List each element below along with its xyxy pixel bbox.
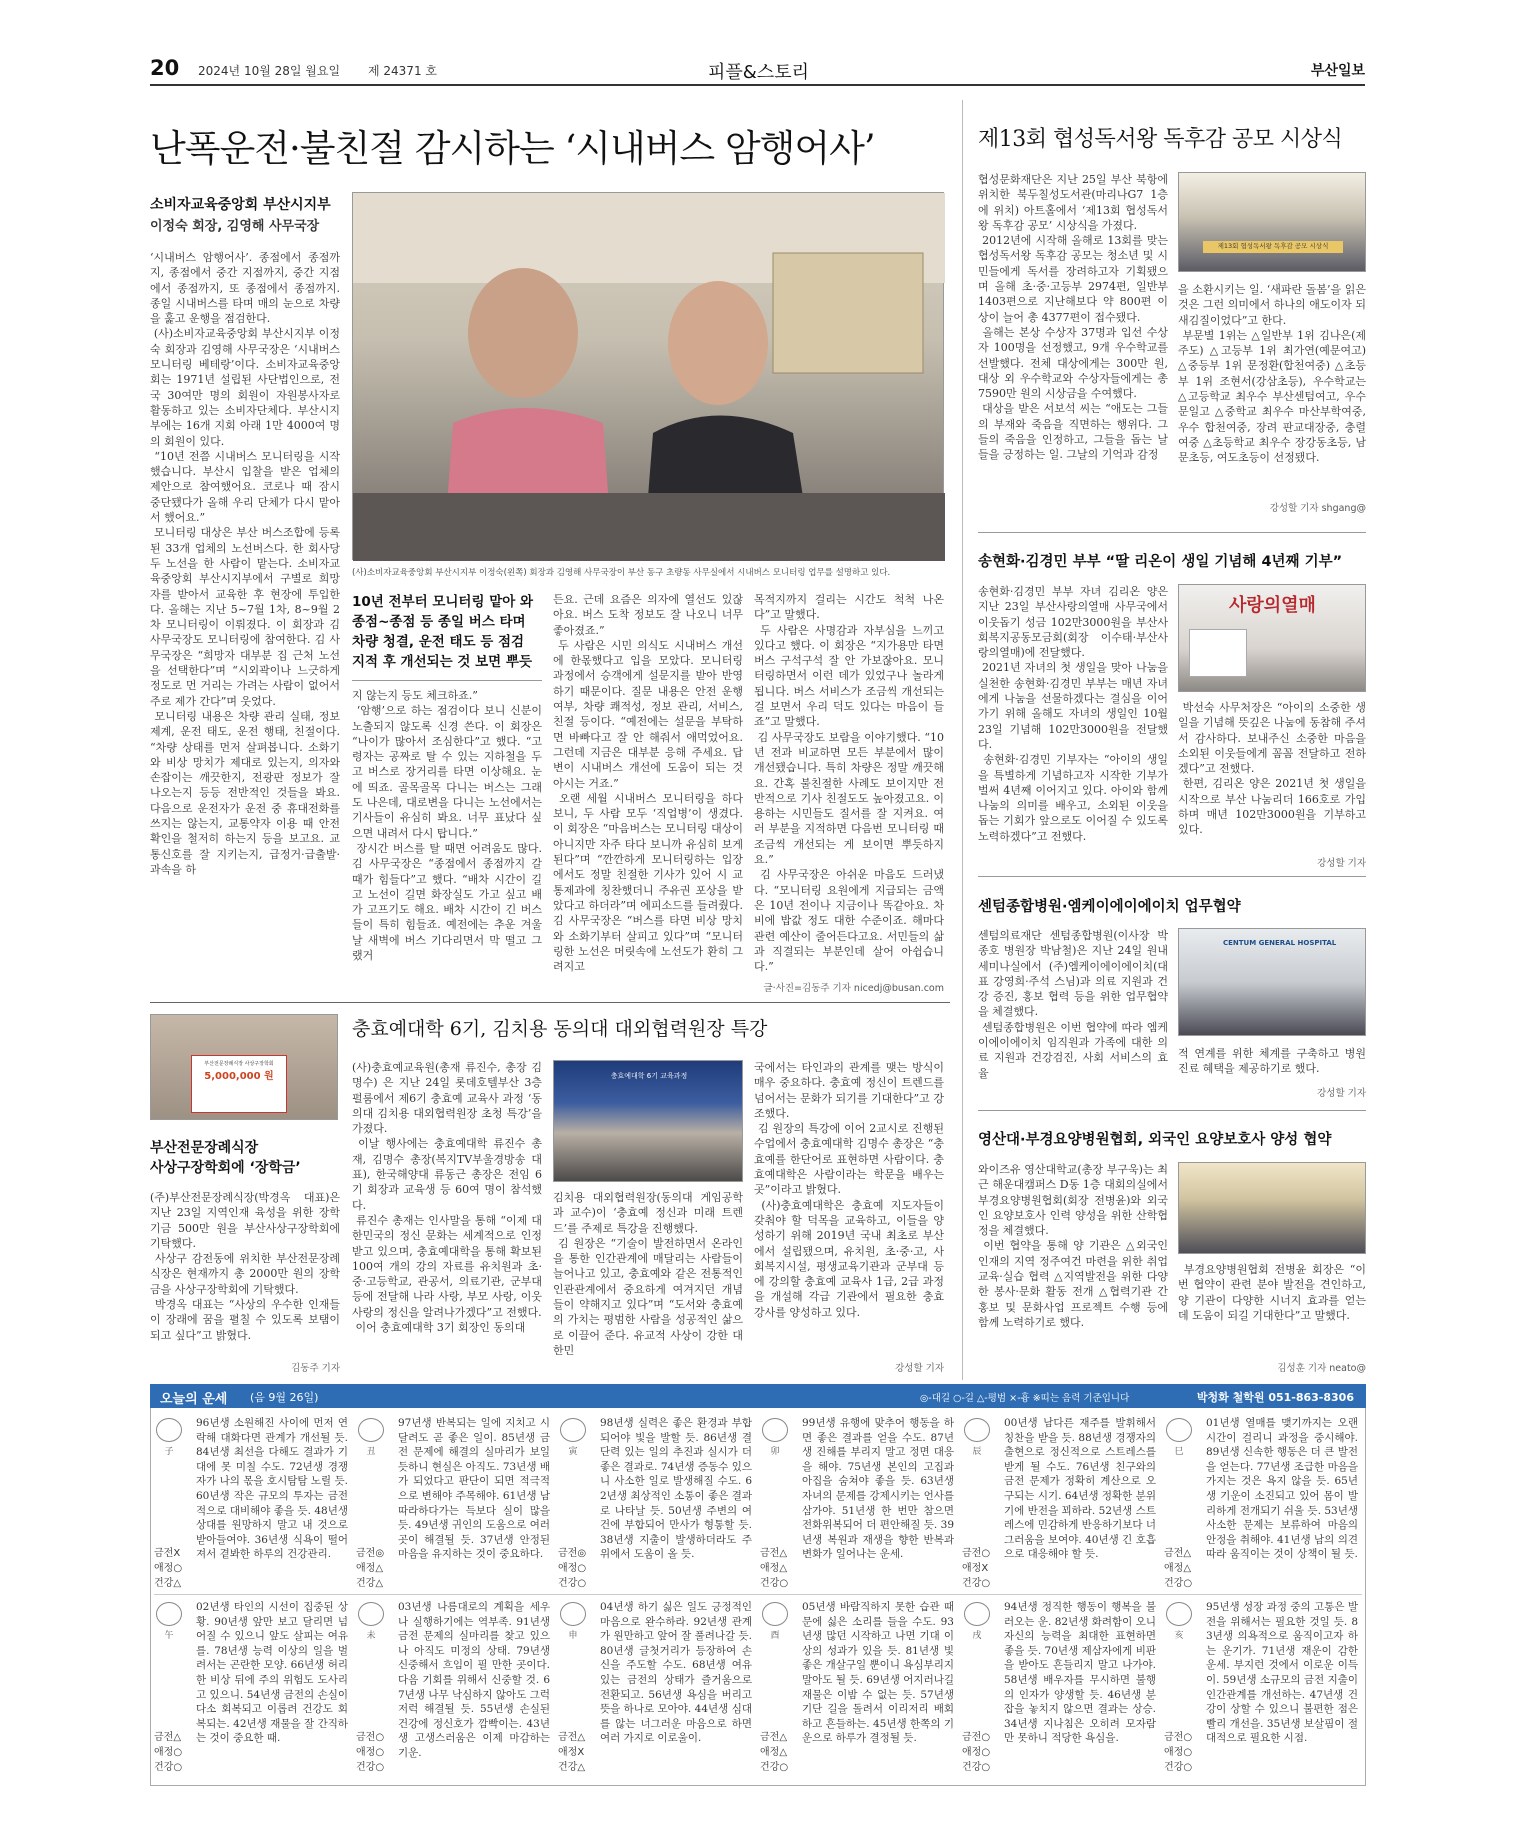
fortune-cell [356,1598,552,1778]
fortune-ratings [1164,1546,1204,1591]
fortune-rating-health: 건강○ [962,1578,991,1589]
fortune-rating-health: 건강△ [154,1578,182,1589]
fortune-rating-love: 애정○ [154,1563,183,1574]
side1-photo-banner: 제13회 협성독서왕 독후감 공모 시상식 [1203,241,1343,253]
main-caption: (사)소비자교육중앙회 부산시지부 이정숙(왼쪽) 회장과 김영해 사무국장이 부산 동구 초량동 사무실에서 시내버스 모니터링 업무를 설명하고 있다. [352,568,891,578]
fortune-rating-love: 애정○ [1164,1747,1193,1758]
side3-headline: 센텀종합병원·엠케이에이에이치 업무협약 [978,899,1241,915]
fortune-cell [1164,1598,1360,1778]
fortune-rating-money: 금전○ [356,1732,385,1743]
fortune-text: 95년생 성장 과정 중의 고통은 발전을 위해서는 필요한 것일 듯. 83년생 의욕적으로 움직이고자 하는 운기가. 71년생 재운이 감한 운세. 부지런 것에서 이로운 이득이. 59년생 소규모의 금전 지출이 인간관계를 개선하는. 47년생 건강이 상할 수 있으니 불편한 점은 빨리 개선을. 35년생 보살핌이 절대적으로 필요한 시점. [1206,1601,1362,1745]
issue-date: 2024년 10월 28일 월요일 [198,64,341,78]
fortune-rating-money: 금전△ [760,1548,788,1559]
zodiac-sign-name: 寅 [568,1447,578,1457]
zodiac-animal-icon [560,1418,586,1442]
fortune-rating-money: 금전△ [760,1732,788,1743]
fortune-text: 98년생 실력은 좋은 환경과 부합되어야 빛을 발할 듯. 86년생 결단력 있는 일의 추진과 실시가 더 좋은 결과로. 74년생 증동수 있으니 사소한 일로 발생해질 수도. 62년생 최상적인 소통이 좋은 결과로 나타날 듯. 50년생 주변의 여건에 부합되어 만사가 형통할 듯. 38년생 지출이 발생하더라도 주위에서 도움이 올 듯. [600,1417,756,1561]
side2-photo-board [1189,629,1247,677]
fortune-cell [558,1598,754,1778]
fortune-ratings [154,1546,194,1591]
fortune-title: 오늘의 운세 [160,1392,228,1407]
fortune-text: 05년생 바람직하지 못한 습관 때문에 싫은 소리를 들을 수도. 93년생 많던 시작하고 나면 기대 이상의 성과가 있을 듯. 81년생 빛 좋은 개살구일 뿐이니 욕심부리지 말아도 될 듯. 69년생 어지러나길 재물은 이밤 수 없는 듯. 57년생 기단 길을 돌려서 이리저리 배회하고 흔들하는. 45년생 한쪽의 기운으로 하루가 결정될 듯. [802,1601,958,1745]
zodiac-sign-name: 未 [366,1631,376,1641]
fortune-rating-love: 애정X [962,1563,989,1574]
zodiac-sign-name: 卯 [770,1447,780,1457]
fortune-rating-health: 건강○ [558,1578,587,1589]
zodiac-animal-icon [964,1418,990,1442]
fortune-rating-love: 애정X [558,1747,585,1758]
fortune-cell [558,1414,754,1594]
fortune-rating-love: 애정△ [356,1563,384,1574]
fortune-cell [356,1414,552,1594]
side3-photo-sign: CENTUM GENERAL HOSPITAL [1223,939,1337,947]
fortune-text: 01년생 열매를 맺기까지는 오랜 시간이 걸리니 과정을 중시해야. 89년생 신속한 행동은 더 큰 발전을 얻는다. 77년생 조급한 마음을 가지는 것은 욕지 않을 듯. 65년생 기운이 소진되고 있어 몸이 발리하게 전개되기 쉬울 듯. 53년생 사소한 문제는 보류하여 마음의 안정을 취해야. 41년생 남의 의견 따라 움직이는 것이 상책이 될 듯. [1206,1417,1362,1561]
paper-name: 부산일보 [1310,63,1365,79]
fortune-ratings [558,1730,598,1775]
fortune-rating-health: 건강○ [1164,1578,1193,1589]
fortune-date: (음 9월 26일) [250,1391,319,1404]
scholarship-photo [150,1014,338,1120]
fortune-rating-love: 애정○ [558,1563,587,1574]
side1-photo [1178,172,1366,272]
main-headline: 난폭운전·불친절 감시하는 ‘시내버스 암행어사’ [150,127,875,170]
fortune-bar [150,1384,1366,1408]
side4-byline: 김성훈 기자 neato@ [1277,1363,1366,1374]
fortune-text: 97년생 반복되는 일에 지치고 시달려도 곧 좋은 일이. 85년생 금전 문제에 해결의 실마리가 보일 듯하니 현실은 아직도. 73년생 배가 되었다고 판단이 되면 적극적으로 변해야 주목해야. 61년생 남 따라하다가는 득보다 실이 많을 듯. 49년생 귀인의 도움으로 여러 곳이 해결될 듯. 37년생 안정된 마음을 유지하는 것이 중요하다. [398,1417,554,1561]
zodiac-animal-icon [358,1602,384,1626]
side2-rule [978,876,1366,877]
fortune-ratings [558,1546,598,1591]
side3-photo [1178,928,1366,1036]
fortune-rating-health: 건강○ [760,1762,789,1773]
lecture-col-2: 김치용 대외협력원장(동의대 게임공학과 교수)이 ‘충효예 정신과 미래 트렌드’를 주제로 특강을 진행했다. 김 원장은 “기술이 발전하면서 온라인을 통한 인간관계에 매달리는 사람들이 늘어나고 있고, 충효예와 같은 전통적인 인관관계에서 중요하게 여겨지던 개념들이 약해지고 있다”며 “도서와 충효예의 가치는 평범한 사람을 성공적인 삶으로 이끌어 준다. 유교적 사상이 강한 대한민 [553,1191,743,1357]
zodiac-sign-name: 午 [164,1631,174,1641]
side1-text-1: 협성문화재단은 지난 25일 부산 북항에 위치한 북두칠성도서관(마리나G7 1층에 위치) 아트홀에서 ‘제13회 협성독서왕 독후감 공모’ 시상식을 가졌다. 2012년에 시작해 올해로 13회를 맞는 협성독서왕 독후감 공모는 청소년 및 시민들에게 독서를 장려하고자 기획됐으며 올해 초·중·고등부 2974편, 일반부 1403편으로 지난해보다 약 800편 이상이 늘어 총 4377편이 접수됐다. 올해는 본상 수상자 37명과 입선 수상자 100명을 선정했고, 9개 우수학교를 선발했다. 전체 대상에게는 300만 원, 대상 외 우수학교와 수상자들에게는 총 7590만 원의 시상금을 수여했다. 대상을 받은 서보석 씨는 “애도는 그들의 부재와 죽음을 직면하는 행위다. 그들의 죽음을 인정하고, 그들을 돕는 날들을 긍정하는 일. 그날의 기억과 감정 [978,173,1169,462]
fortune-rating-money: 금전X [154,1548,181,1559]
zodiac-animal-icon [1166,1418,1192,1442]
fortune-text: 03년생 나름대로의 계획을 세우나 실행하기에는 역부족. 91년생 금전 문제의 실마리를 찾고 있으나 아직도 미정의 상태. 79년생 신중해서 흐임이 필 만한 곳이다. 다음 기회를 위해서 신중할 것. 67년생 나무 낙심하지 않아도 그럭저럭 해결될 듯. 55년생 손실된 건강에 정신호가 깜빡이는. 43년생 고생스러움은 이제 마감하는 기운. [398,1601,554,1759]
header-rule [150,84,1365,86]
zodiac-animal-icon [964,1602,990,1626]
lecture-headline: 충효예대학 6기, 김치용 동의대 대외협력원장 특강 [352,1018,768,1040]
main-pullquote: 10년 전부터 모니터링 맡아 와 종점~종점 등 종일 버스 타며 차량 청결, 운전 태도 등 점검 지적 후 개선되는 것 보면 뿌듯 [352,594,534,670]
side2-byline: 강성할 기자 [1317,858,1366,869]
side3-byline: 강성할 기자 [1317,1088,1366,1099]
zodiac-sign-name: 申 [568,1631,578,1641]
zodiac-animal-icon [1166,1602,1192,1626]
main-col-1: ‘시내버스 암행어사’. 종점에서 종점까지, 종점에서 중간 지점까지, 중간 지점에서 종점까지, 또 종점에서 종점까지. 종일 시내버스를 타며 매의 눈으로 차량을 훑고 운행을 점검한다. (사)소비자교육중앙회 부산시지부 이정숙 회장과 김영해 사무국장은 ‘시내버스 모니터링 베테랑’이다. 소비자교육중앙회는 1971년 설립된 사단법인으로, 전국 30여만 명의 회원이 자원봉사자로 활동하고 있는 소비자단체다. 부산시지부에는 16개 지회 아래 1만 4000여 명의 회원이 있다. “10년 전쯤 시내버스 모니터링을 시작했습니다. 부산시 입찰을 받은 업체의 제안으로 참여했어요. 코로나 때 잠시 중단됐다가 올해 우리 단체가 다시 맡아서 했어요.” 모니터링 대상은 부산 버스조합에 등록된 33개 업체의 노선버스다. 한 회사당 두 노선을 한 사람이 맡는다. 소비자교육중앙회 부산시지부에서 구별로 희망자를 받아서 교육한 후 현장에 투입한다. 올해는 지난 5~7월 1차, 8~9월 2차 모니터링이 이뤄졌다. 이 회장과 김 사무국장도 모니터링에 참여한다. 김 사무국장은 “희망자 대부분 집 근처 노선을 선택한다”며 “시외곽이나 느긋하게 정도로 먼 거리는 가려는 사람이 없어서 주로 제가 간다”며 웃었다. 모니터링 내용은 차량 관리 실태, 정보 제계, 운전 태도, 운전 행태, 친절이다. “차량 상태를 먼저 살펴봅니다. 소화기와 비상 망치가 제대로 있는지, 의자와 손잡이는 깨끗한지, 전광판 정보가 잘 나오는지 등등 전반적인 것들을 봐요. 다음으로 운전자가 운전 중 휴대전화를 쓰지는 않는지, 교통약자 이용 때 안전 확인을 철저히 하는지 등을 보고요. 교통신호를 잘 지키는지, 급정거·급출발·과속을 하 [150,251,341,876]
side4-photo [1178,1162,1366,1254]
fortune-rating-money: 금전△ [1164,1548,1192,1559]
side1-rule [978,532,1366,533]
fortune-contact: 박청화 철학원 051-863-8306 [1196,1391,1354,1404]
main-col-4: 목적지까지 걸리는 시간도 척척 나온다”고 말했다. 두 사람은 사명감과 자부심을 느끼고 있다고 했다. 이 회장은 “지가용만 타면 버스 구석구석 잘 안 가보잖아요. 모니터링하면서 이런 데가 있었구나 놀라게 됩니다. 버스 서비스가 조금씩 개선되는 걸 보면서 우리 덕도 있다는 마음이 들죠”고 말했다. 김 사무국장도 보람을 이야기했다. “10년 전과 비교하면 모든 부분에서 많이 개선됐습니다. 특히 차량은 정말 깨끗해요. 간혹 불친절한 사례도 보이지만 전반적으로 기사 친절도도 높아졌고요. 이용하는 시민들도 질서를 잘 지켜요. 여러 부분을 지적하면 다음번 모니터링 때 조금씩 개선되는 게 보이면 뿌듯하지요.” 김 사무국장은 아쉬운 마음도 드러냈다. “모니터링 요원에게 지급되는 금액은 10년 전이나 지금이나 똑같아요. 차비에 밥값 정도 대한 수준이죠. 해마다 관련 예산이 줄어든다고요. 서민들의 삶과 직결되는 부분인데 살어 아쉽습니다.” [754,593,944,974]
fortune-rating-love: 애정○ [962,1747,991,1758]
fortune-rating-health: 건강○ [962,1762,991,1773]
fortune-legend: ◎-대길 ○-길 △-평범 ×-흉 ※띠는 음력 기준입니다 [920,1393,1130,1404]
side3-rule [978,1110,1366,1111]
lecture-col-1: (사)충효예교육원(총재 류진수, 총장 김명수) 은 지난 24일 롯데호텔부산 3층 펄룸에서 제6기 충효예 교육사 과정 ‘동의대 김치용 대외협력원장 초청 특강’을 가졌다. 이날 행사에는 충효예대학 류진수 총재, 김명수 총장(복지TV부울경방송 대표), 한국해양대 류동근 총장은 전임 6기 회장과 교육생 등 60여 명이 참석했다. 류진수 총재는 인사말을 통해 “이제 대한민국의 정신 문화는 세계적으로 인정받고 있으며, 충효예대학을 통해 확보된 100여 개의 강의 자료를 유치원과 초·중·고등학교, 관공서, 의료기관, 군부대 등에 전달해 나라 사랑, 부모 사랑, 이웃 사랑의 정신을 알려나가겠다”고 전했다. 이어 충효예대학 3기 회장인 동의대 [352,1061,543,1335]
side3-text-1: 센텀의료재단 센텀종합병원(이사장 박종호 병원장 박남철)은 지난 24일 원내 세미나실에서 (주)엠케이에이에이치(대표 강영희·주석 스님)과 의료 지원과 건강 증진, 홍보 협력 등을 위한 업무협약을 체결했다. 센텀종합병원은 이번 협약에 따라 엠케이에이에이치 임직원과 가족에 대한 의료 지원과 건강검진, 사회 서비스의 효율 [978,929,1168,1080]
fortune-ratings [1164,1730,1204,1775]
column-divider [962,100,963,1380]
page-number: 20 [150,56,180,80]
lecture-col-3: 국에서는 타인과의 관계를 맺는 방식이 매우 중요하다. 충효예 정신이 트렌드를 넘어서는 문화가 되기를 기대한다”고 강조했다. 김 원장의 특강에 이어 2교시로 진행된 수업에서 충효예대학 김명수 총장은 “충효예를 한단어로 표현하면 사람이다. 충효예대학은 사람이라는 학문을 배우는 곳”이라고 밝혔다. (사)충효예대학은 충효예 지도자들이 갖춰야 할 덕목을 교육하고, 이들을 양성하기 위해 2019년 국내 최초로 부산에서 설립됐으며, 유치원, 초·중·고, 사회복지시설, 평생교육기관과 군부대 등에 강의할 충효예 교육사 1급, 2급 과정을 개설해 각급 기관에서 필요한 충효 강사를 양성하고 있다. [754,1061,944,1319]
side2-text-2: 박선숙 사무처장은 “아이의 소중한 생일을 기념해 뜻깊은 나눔에 동참해 주셔서 감사하다. 보내주신 소중한 마음을 소외된 이웃들에게 꼼꼼 전달하고 전하겠다”고 전했다. 한편, 김리온 양은 2021년 첫 생일을 시작으로 부산 나눔리더 166호로 가입하며 매년 102만3000원을 기부하고 있다. [1178,701,1367,837]
side1-headline: 제13회 협성독서왕 독후감 공모 시상식 [978,127,1343,152]
fortune-row-divider [154,1594,1362,1595]
fortune-rating-love: 애정○ [154,1747,183,1758]
fortune-rating-money: 금전○ [962,1732,991,1743]
fortune-rating-love: 애정△ [760,1563,788,1574]
fortune-rating-love: 애정△ [760,1747,788,1758]
fortune-cell [760,1414,956,1594]
pullquote-rule [352,680,542,681]
fortune-cell [962,1598,1158,1778]
fortune-rating-health: 건강△ [558,1762,586,1773]
main-org: 소비자교육중앙회 부산시지부 [150,197,331,213]
fortune-rating-health: 건강△ [356,1578,384,1589]
fortune-rating-love: 애정△ [1164,1563,1192,1574]
fortune-ratings [356,1730,396,1775]
fortune-rating-health: 건강○ [760,1578,789,1589]
fortune-rating-money: 금전△ [558,1732,586,1743]
side4-text-1: 와이즈유 영산대학교(총장 부구욱)는 최근 해운대캠퍼스 D동 1층 대회의실에서 부경요양병원협회(회장 전병윤)와 외국인 요양보호사 인력 양성을 위한 산학협정을 체결했다. 이번 협약을 통해 양 기관은 △외국인 인재의 지역 정주여건 마련을 위한 취업 교육·실습 협력 △지역발전을 위한 다양한 봉사·문화 활동 전개 △협력기관 간 홍보 및 문화사업 프로젝트 수행 등에 함께 노력하기로 했다. [978,1163,1168,1329]
lecture-byline: 강성할 기자 [895,1363,944,1374]
fortune-cell [760,1598,956,1778]
fortune-cell [962,1414,1158,1594]
scholarship-text: (주)부산전문장례식장(박경옥 대표)은 지난 23일 지역인재 육성을 위한 장학기금 500만 원을 부산사상구장학회에 기탁했다. 사상구 감전동에 위치한 부산전문장례식장은 현재까지 총 2000만 원의 장학금을 사상구장학회에 기탁했다. 박경옥 대표는 “사상의 우수한 인재들이 장래에 꿈을 펼칠 수 있도록 보탬이 되고 싶다”고 밝혔다. [150,1191,340,1342]
main-persons: 이정숙 회장, 김영해 사무국장 [150,219,320,234]
side4-headline: 영산대·부경요양병원협회, 외국인 요양보호사 양성 협약 [978,1132,1332,1148]
zodiac-sign-name: 巳 [1174,1447,1184,1457]
zodiac-sign-name: 子 [164,1447,174,1457]
page-header [150,56,1365,82]
side2-headline: 송현화·김경민 부부 “딸 리온이 생일 기념해 4년째 기부” [978,554,1343,570]
fortune-rating-health: 건강○ [356,1762,385,1773]
scholarship-board-text: 부산전문장례식장 사상구장학회 [204,1061,274,1067]
fortune-ratings [760,1730,800,1775]
zodiac-sign-name: 亥 [1174,1631,1184,1641]
fortune-ratings [962,1546,1002,1591]
scholarship-headline: 부산전문장례식장 사상구장학회에 ‘장학금’ [150,1140,301,1176]
fortune-ratings [356,1546,396,1591]
fortune-text: 96년생 소원해진 사이에 먼저 연락해 대화다면 관계가 개선될 듯. 84년생 최선을 다해도 결과가 기대에 못 미칠 수도. 72년생 경쟁자가 나의 몫을 호시탐탐 노릴 듯. 60년생 작은 규모의 투자는 금전적으로 대비해야 좋을 듯. 48년생 상대를 원망하지 말고 내 것으로 받아들여야. 36년생 식욕이 떨어져서 곁봐한 하루의 건강관리. [196,1417,352,1561]
fortune-text: 02년생 타인의 시선이 집중된 상황. 90년생 앞만 보고 달리면 넘어질 수 있으니 앞도 살피는 여유를. 78년생 능력 이상의 일을 벌려서는 곤란한 모양. 66년생 허리한 비상 뒤에 주의 위험도 도사리고 있으니. 54년생 금전의 손실이 다소 회복되고 이롭려 건강도 회복되는. 42년생 재물을 잘 간직하는 것이 중요한 때. [196,1601,352,1745]
fortune-ratings [154,1730,194,1775]
main-photo-illustration [353,193,945,561]
fortune-text: 04년생 하기 싫은 일도 긍정적인 마음으로 완수하라. 92년생 관계가 원만하고 앞어 잘 풀려나갈 듯. 80년생 글첫거리가 등장하여 손신을 주도할 수도. 68년생 여유 있는 금전의 상태가 즐거움으로 전환되고. 56년생 욕심을 버리고 뜻을 하나로 모아야. 44년생 심대를 않는 너그러운 마음으로 하면 여러 가지로 이로울이. [600,1601,756,1745]
main-col-2: 지 않는지 등도 체크하죠.” ‘암행’으로 하는 점검이다 보니 신분이 노출되지 않도록 신경 쓴다. 이 회장은 “나이가 많아서 조심한다”고 했다. “고령자는 공짜로 탈 수 있는 지하철을 두고 버스로 장거리를 타면 이상해요. 눈에 띄죠. 골목골목 다니는 버스는 그래도 나은데, 대로변을 다니는 노선에서는 기사들이 유심히 봐요. 너무 표났다 싶으면 내려서 다시 탑니다.” 장시간 버스를 탈 때면 어려움도 많다. 김 사무국장은 “종점에서 종점까지 갈 때가 힘들다”고 했다. “배차 시간이 길고 노선이 길면 화장실도 가고 싶고 배가 고프기도 해요. 배차 시간이 긴 버스들이 특히 힘들죠. 예전에는 추운 겨울날 새벽에 버스 기다리면서 막 떨고 그랬거 [352,689,543,963]
zodiac-sign-name: 辰 [972,1447,982,1457]
section-title: 피플&스토리 [708,62,809,83]
main-photo [352,192,944,560]
zodiac-animal-icon [762,1418,788,1442]
scholarship-byline: 김동주 기자 [291,1363,340,1374]
fortune-rating-money: 금전◎ [558,1548,587,1559]
fortune-rating-health: 건강○ [154,1762,183,1773]
scholarship-board [191,1055,287,1113]
zodiac-animal-icon [560,1602,586,1626]
main-byline: 글·사진=김동주 기자 nicedj@busan.com [763,983,944,994]
fortune-cell [154,1598,350,1778]
zodiac-sign-name: 戌 [972,1631,982,1641]
zodiac-animal-icon [762,1602,788,1626]
issue-number: 제 24371 호 [368,64,437,78]
zodiac-sign-name: 丑 [366,1447,376,1457]
fortune-rating-health: 건강○ [1164,1762,1193,1773]
main-col-3: 든요. 근데 요즘은 의자에 열선도 있잖아요. 버스 도착 정보도 잘 나오니 너무 좋아졌죠.” 두 사람은 시민 의식도 시내버스 개선에 한몫했다고 입을 모았다. 모니터링 과정에서 승객에게 설문지를 받아 반영하기 때문이다. 질문 내용은 안전 운행 여부, 차량 쾌적성, 정보 관리, 서비스, 친절 등이다. “예전에는 설문을 부탁하면 바빠다고 잘 안 해줘서 애먹었어요. 그런데 지금은 대부분 응해 주세요. 답변이 시내버스 개선에 도움이 되는 것 아시는 거죠.” 오랜 세월 시내버스 모니터링을 하다 보니, 두 사람 모두 ‘직업병’이 생겼다. 이 회장은 “마음버스는 모니터링 대상이 아니지만 자주 타다 보니까 유심히 보게 된다”며 “깐깐하게 모니터링하는 입장에서도 정말 친절한 기사가 있어 시 교통제과에 칭찬했더니 주유권 포상을 받았다고 하더라”며 에피소드를 들려줬다. 김 사무국장은 “버스를 타면 비상 망치와 소화기부터 살피고 있다”며 “모니터링한 노선은 머릿속에 노선도가 환히 그려지고 [553,593,744,974]
side1-text-2: 을 소환시키는 일. ‘새파란 돌봄’을 읽은 것은 그런 의미에서 하나의 애도이자 되새김질이었다”고 한다. 부문별 1위는 △일반부 1위 김나은(제주도) △고등부 1위 최가연(예문여고) △중등부 1위 문정환(합천여중) △초등부 1위 조현서(강삼초등), 우수학교는 △고등학교 최우수 부산센텀여고, 우수 문일고 △중학교 최우수 마산부학여중, 우수 합천여중, 장려 판교대장중, 충렬여중 △초등학교 최우수 장강동초등, 남문초등, 여도초등이 선정됐다. [1178,283,1366,465]
side2-photo [1178,584,1366,692]
zodiac-sign-name: 酉 [770,1631,780,1641]
main-bottom-rule [150,1002,950,1003]
fortune-cell [154,1414,350,1594]
side4-text-2: 부경요양병원협회 전병윤 회장은 “이번 협약이 관련 분야 발전을 견인하고, 양 기관이 다양한 시너지 효과를 얻는 데 도움이 되길 기대한다”고 말했다. [1178,1263,1370,1322]
fortune-text: 94년생 정직한 행동이 행복을 불러오는 운. 82년생 화려함이 오니 자신의 능력을 최대한 표현하면 좋을 듯. 70년생 제삼자에게 비판을 받아도 흔들리지 말고 나가야. 58년생 배우자를 무시하면 불행의 인자가 양생할 듯. 46년생 분잡을 놓치지 않으면 결과는 상승. 34년생 지나침은 오히려 모자람만 못하니 적당한 욕심을. [1004,1601,1160,1745]
fortune-text: 00년생 남다른 재주를 발휘해서 칭찬을 받을 듯. 88년생 경쟁자의 출현으로 정신적으로 스트레스를 받게 될 수도. 76년생 친구와의 금전 문제가 정확히 계산으로 오구되는 시기. 64년생 정확한 분위기에 반전을 꾀하라. 52년생 스트레스에 민감하게 반응하기보다 너그러움을 보여야. 40년생 긴 호흡으로 대응해야 할 듯. [1004,1417,1160,1561]
fortune-ratings [760,1546,800,1591]
zodiac-animal-icon [156,1418,182,1442]
fortune-rating-money: 금전△ [154,1732,182,1743]
fortune-ratings [962,1730,1002,1775]
fortune-rating-money: 금전○ [962,1548,991,1559]
fortune-cell [1164,1414,1360,1594]
zodiac-animal-icon [358,1418,384,1442]
fortune-text: 99년생 유행에 맞추어 행동을 하면 좋은 결과를 얻을 수도. 87년생 진해를 부리지 말고 정면 대응을 해야. 75년생 본인의 고집과 아집을 숨쳐야 좋을 듯. 63년생 자녀의 문제를 강제시키는 언사를 삼가야. 51년생 한 번만 참으면 전화위복되어 더 편안해질 듯. 39년생 복원과 재생을 향한 반복과 변화가 일어나는 운세. [802,1417,958,1561]
lecture-photo [553,1060,743,1182]
fortune-rating-money: 금전○ [1164,1732,1193,1743]
side2-text-1: 송현화·김경민 부부 자녀 김리온 양은 지난 23일 부산사랑의열매 사무국에서 이웃돕기 성금 102만3000원을 부산사회복지공동모금회(회장 이수태·부산사랑의열매)에 전달했다. 2021년 자녀의 첫 생일을 맞아 나눔을 실천한 송현화·김경민 부부는 매년 자녀에게 나눔을 선물하겠다는 결심을 이어가기 위해 올해도 자녀의 생일인 10월 23일 기념해 102만3000원을 전달했다. 송현화·김경민 기부자는 “아이의 생일을 특별하게 기념하고자 시작한 기부가 벌써 4년째 이어지고 있다. 아이와 함께 나눔의 의미를 배우고, 소외된 이웃을 돕는 기회가 앞으로도 이어질 수 있도록 노력하겠다”고 전했다. [978,585,1168,843]
scholarship-board-amount: 5,000,000 원 [204,1071,274,1082]
fortune-rating-money: 금전◎ [356,1548,385,1559]
lecture-photo-banner: 충효예대학 6기 교육과정 [610,1072,688,1080]
side1-byline: 강성할 기자 shgang@ [1269,503,1366,514]
zodiac-animal-icon [156,1602,182,1626]
side3-text-2: 적 연계를 위한 체계를 구축하고 병원 진료 혜택을 제공하기로 했다. [1178,1047,1370,1076]
fortune-rating-love: 애정○ [356,1747,385,1758]
side2-photo-banner: 사랑의열매 [1229,595,1316,616]
